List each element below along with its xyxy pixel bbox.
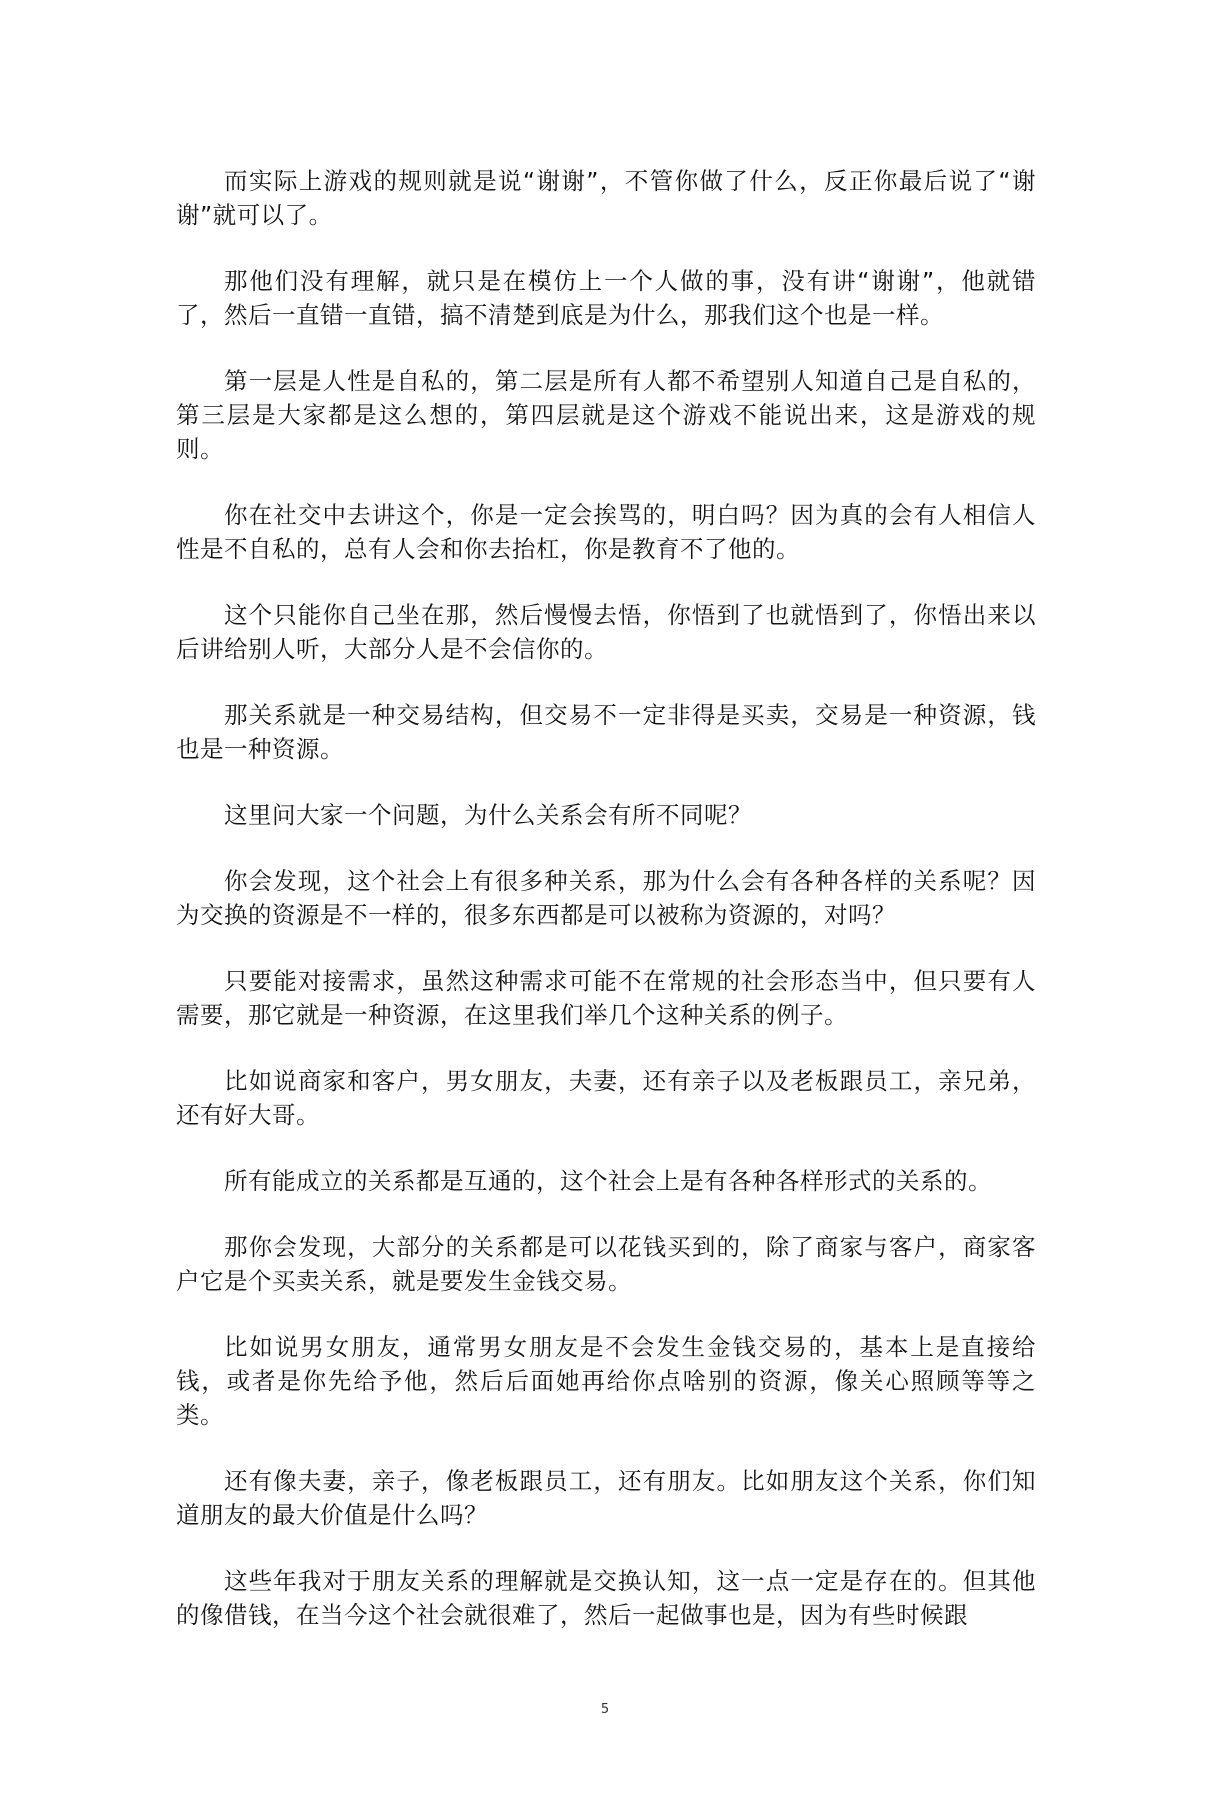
paragraph-6: 那关系就是一种交易结构，但交易不一定非得是买卖，交易是一种资源，钱也是一种资源。 bbox=[176, 701, 1036, 763]
paragraph-3: 第一层是人性是自私的，第二层是所有人都不希望别人知道自己是自私的，第三层是大家都是这么想的，第四层就是这个游戏不能说出来，这是游戏的规则。 bbox=[176, 367, 1036, 463]
paragraph-11: 所有能成立的关系都是互通的，这个社会上是有各种各样形式的关系的。 bbox=[224, 1167, 992, 1195]
paragraph-14: 还有像夫妻，亲子，像老板跟员工，还有朋友。比如朋友这个关系，你们知道朋友的最大价值是什么吗？ bbox=[176, 1467, 1036, 1529]
paragraph-8: 你会发现，这个社会上有很多种关系，那为什么会有各种各样的关系呢？因为交换的资源是不一样的，很多东西都是可以被称为资源的，对吗？ bbox=[176, 867, 1036, 929]
body-text bbox=[176, 164, 1036, 1664]
paragraph-12: 那你会发现，大部分的关系都是可以花钱买到的，除了商家与客户，商家客户它是个买卖关系，就是要发生金钱交易。 bbox=[176, 1233, 1036, 1295]
paragraph-4: 你在社交中去讲这个，你是一定会挨骂的，明白吗？因为真的会有人相信人性是不自私的，总有人会和你去抬杠，你是教育不了他的。 bbox=[176, 501, 1036, 563]
paragraph-1: 而实际上游戏的规则就是说“谢谢”，不管你做了什么，反正你最后说了“谢谢”就可以了。 bbox=[176, 167, 1036, 229]
paragraph-10: 比如说商家和客户，男女朋友，夫妻，还有亲子以及老板跟员工，亲兄弟，还有好大哥。 bbox=[176, 1067, 1036, 1129]
paragraph-15: 这些年我对于朋友关系的理解就是交换认知，这一点一定是存在的。但其他的像借钱，在当今这个社会就很难了，然后一起做事也是，因为有些时候跟 bbox=[176, 1567, 1036, 1629]
page-number: 5 bbox=[600, 1702, 610, 1717]
paragraph-2: 那他们没有理解，就只是在模仿上一个人做的事，没有讲“谢谢”，他就错了，然后一直错一直错，搞不清楚到底是为什么，那我们这个也是一样。 bbox=[176, 267, 1036, 329]
paragraph-5: 这个只能你自己坐在那，然后慢慢去悟，你悟到了也就悟到了，你悟出来以后讲给别人听，大部分人是不会信你的。 bbox=[176, 601, 1036, 663]
paragraph-7: 这里问大家一个问题，为什么关系会有所不同呢？ bbox=[224, 801, 752, 829]
paragraph-13: 比如说男女朋友，通常男女朋友是不会发生金钱交易的，基本上是直接给钱，或者是你先给予他，然后后面她再给你点啥别的资源，像关心照顾等等之类。 bbox=[176, 1333, 1036, 1429]
paragraph-9: 只要能对接需求，虽然这种需求可能不在常规的社会形态当中，但只要有人需要，那它就是一种资源，在这里我们举几个这种关系的例子。 bbox=[176, 967, 1036, 1029]
